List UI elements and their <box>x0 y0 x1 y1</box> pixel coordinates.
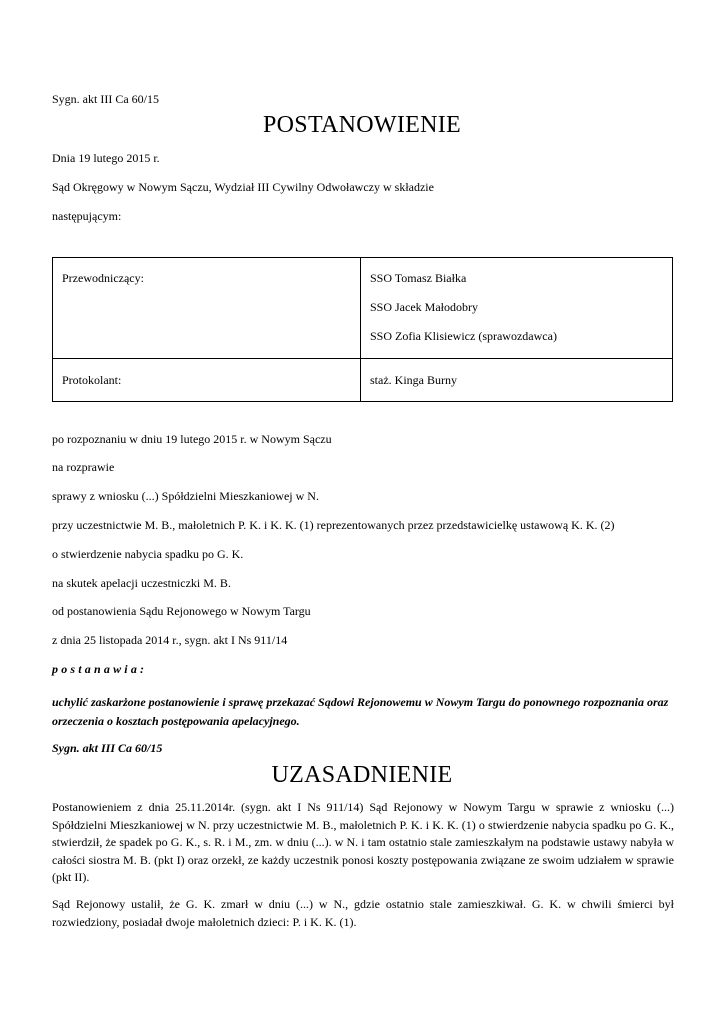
date-line: Dnia 19 lutego 2015 r. <box>52 151 160 165</box>
clerk-label: Protokolant: <box>53 359 361 402</box>
body-line: o stwierdzenie nabycia spadku po G. K. <box>52 547 244 561</box>
case-reference-2: Sygn. akt III Ca 60/15 <box>52 741 163 755</box>
ruling-text: uchylić zaskarżone postanowienie i sprawę przekazać Sądowi Rejonowemu w Nowym Targu do ponownego rozpoznania oraz orzeczenia o kosztach postępowania apelacyjnego. <box>52 695 669 728</box>
body-line: od postanowienia Sądu Rejonowego w Nowym Targu <box>52 604 311 618</box>
body-line: na skutek apelacji uczestniczki M. B. <box>52 576 231 590</box>
panel-table <box>52 257 673 402</box>
justification-paragraph: Sąd Rejonowy ustalił, że G. K. zmarł w dniu (...) w N., gdzie ostatnio stale zamieszkiwał. G. K. w chwili śmierci był rozwiedziony, posiadał dwoje małoletnich dzieci: P. i K. K. (1). <box>52 897 674 929</box>
body-line: po rozpoznaniu w dniu 19 lutego 2015 r. w Nowym Sączu <box>52 432 332 446</box>
justification-title: UZASADNIENIE <box>271 762 453 788</box>
document-title: POSTANOWIENIE <box>263 112 461 138</box>
panel-row-clerk <box>53 359 673 402</box>
decides-heading: postanawia: <box>52 662 148 676</box>
panel-row-judges <box>53 258 673 359</box>
body-line: przy uczestnictwie M. B., małoletnich P. K. i K. K. (1) reprezentowanych przez przedstawicielkę ustawową K. K. (2) <box>52 518 615 532</box>
clerk-name: staż. Kinga Burny <box>361 359 673 402</box>
case-reference: Sygn. akt III Ca 60/15 <box>52 92 159 106</box>
judge-name: SSO Jacek Małodobry <box>370 300 478 314</box>
judge-name: SSO Tomasz Białka <box>370 271 467 285</box>
judge-name: SSO Zofia Klisiewicz (sprawozdawca) <box>370 329 557 343</box>
judges-cell <box>361 258 673 359</box>
court-line: Sąd Okręgowy w Nowym Sączu, Wydział III Cywilny Odwoławczy w składzie <box>52 180 434 194</box>
body-line: na rozprawie <box>52 460 115 474</box>
justification-paragraph: Postanowieniem z dnia 25.11.2014r. (sygn. akt I Ns 911/14) Sąd Rejonowy w Nowym Targu w sprawie z wniosku (...) Spółdzielni Mieszkaniowej w N. przy uczestnictwie M. B., małoletnich P. K. i K. K. (1) o stwierdzenie nabycia spadku po G. K., stwierdził, że spadek po G. K., s. R. i M., zm. w dniu (...). w N. i tam ostatnio stale zamieszkałym na podstawie ustawy nabyła w całości siostra M. B. (pkt I) oraz orzekł, ze każdy uczestnik ponosi koszty postępowania związane ze swoim udziałem w sprawie (pkt II). <box>52 800 674 884</box>
court-line-cont: następującym: <box>52 209 122 223</box>
chair-label: Przewodniczący: <box>53 258 361 359</box>
body-line: z dnia 25 listopada 2014 r., sygn. akt I Ns 911/14 <box>52 633 288 647</box>
body-line: sprawy z wniosku (...) Spółdzielni Mieszkaniowej w N. <box>52 489 319 503</box>
